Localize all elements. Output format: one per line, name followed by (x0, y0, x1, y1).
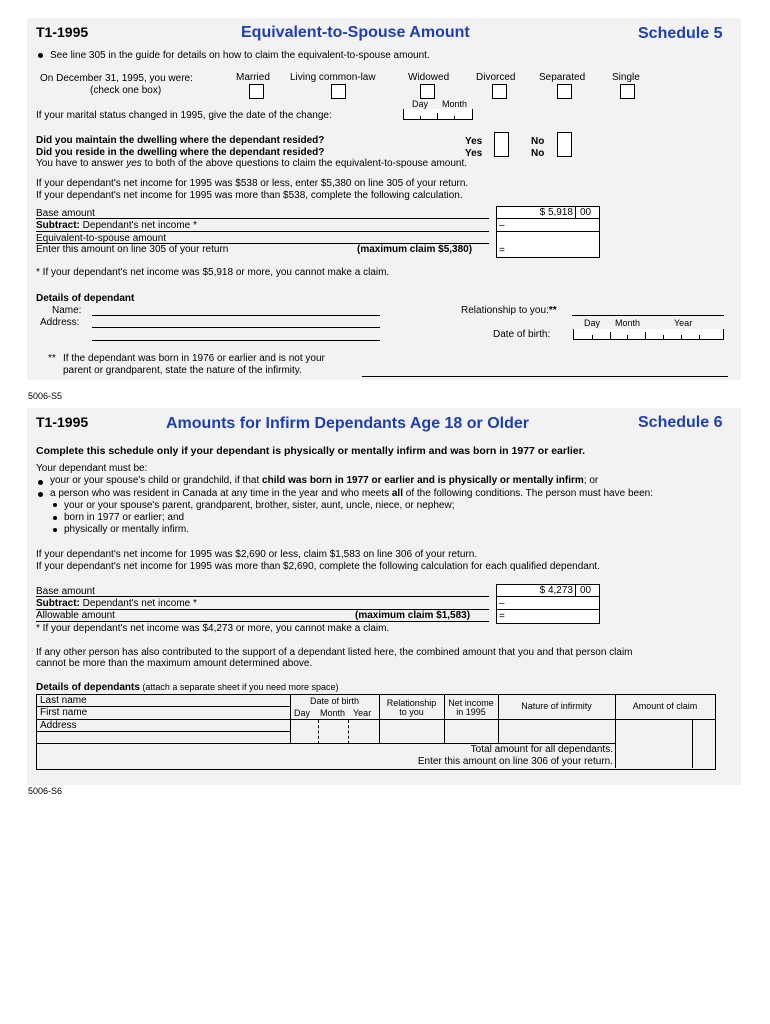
col-amount-of-claim: Amount of claim (632, 701, 698, 711)
question-reside: Did you reside in the dwelling where the dependant resided? (36, 147, 325, 158)
s6-base-amount-dollars: $ 4,273 (539, 585, 573, 596)
address-field-2[interactable] (92, 340, 380, 341)
s6-equals-sign: = (499, 611, 505, 622)
date-tick (645, 332, 646, 340)
schedule-5-label: Schedule 5 (638, 25, 723, 42)
col-year: Year (353, 708, 372, 718)
answer-note: You have to answer yes to both of the above questions to claim the equivalent-to-spouse amount. (36, 158, 468, 169)
max-claim-label: (maximum claim $5,380) (357, 244, 473, 255)
change-day-label: Day (412, 99, 429, 109)
calc-underline (36, 218, 489, 219)
date-tick (610, 332, 611, 340)
calc-underline (36, 609, 489, 610)
name-label: Name: (52, 305, 82, 316)
infirmity-mark: ** (48, 353, 56, 364)
base-amount-dollars: $ 5,918 (539, 207, 573, 218)
dob-year-label: Year (674, 318, 693, 328)
infirmity-note-1: If the dependant was born in 1976 or earlier and is not your (63, 353, 325, 364)
status-label-married: Married (236, 72, 270, 83)
form-code-s5: 5006-S5 (28, 391, 63, 401)
schedule-5-title: Equivalent-to-Spouse Amount (241, 24, 470, 41)
on-december-label: On December 31, 1995, you were: (40, 73, 193, 84)
status-checkbox-separated[interactable] (557, 84, 572, 99)
col-first-name: First name (40, 707, 88, 718)
form-code-s6: 5006-S6 (28, 786, 63, 796)
bullet-icon (38, 480, 43, 485)
condition-resident: a person who was resident in Canada at any time in the year and who meets all of the following conditions. The person must have been: (50, 488, 653, 499)
cents-divider (575, 206, 576, 219)
check-one-label: (check one box) (90, 85, 162, 96)
bullet-icon (38, 492, 43, 497)
date-tick (663, 335, 664, 340)
status-label-common-law: Living common-law (290, 72, 376, 83)
schedule-6-title: Amounts for Infirm Dependants Age 18 or Older (166, 415, 530, 432)
dependants-details-heading: Details of dependants (attach a separate sheet if you need more space) (36, 682, 339, 693)
date-tick (699, 335, 700, 340)
status-checkbox-single[interactable] (620, 84, 635, 99)
s6-base-amount-label: Base amount (36, 586, 95, 597)
status-changed-label: If your marital status changed in 1995, give the date of the change: (36, 110, 332, 121)
allowable-amount-label: Allowable amount (36, 610, 115, 621)
date-tick (454, 116, 455, 120)
income-rule-1: If your dependant's net income for 1995 was $538 or less, enter $5,380 on line 305 of your return. (36, 178, 469, 189)
date-tick (420, 116, 421, 120)
dob-label: Date of birth: (493, 329, 551, 340)
col-relationship: Relationship (386, 698, 437, 708)
subcondition-born: born in 1977 or earlier; and (64, 512, 185, 523)
col-date-of-birth: Date of birth (309, 696, 360, 706)
no-label-1: No (531, 136, 545, 147)
condition-child: your or your spouse's child or grandchild, if that child was born in 1977 or earlier and is physically or mentally infirm; or (50, 475, 599, 486)
s6-income-footnote: * If your dependant's net income was $4,273 or more, you cannot make a claim. (36, 623, 390, 634)
date-tick (681, 335, 682, 340)
must-be-label: Your dependant must be: (36, 463, 148, 474)
form-id: T1-1995 (36, 24, 89, 40)
enter-line-305-label: Enter this amount on line 305 of your return (36, 244, 229, 255)
calc-underline (36, 596, 489, 597)
col-relationship-2: to you (399, 707, 424, 717)
income-rule-2: If your dependant's net income for 1995 was more than $538, complete the following calculation. (36, 190, 463, 201)
name-field[interactable] (92, 315, 380, 316)
relationship-field[interactable] (572, 315, 724, 316)
question-maintain: Did you maintain the dwelling where the dependant resided? (36, 135, 325, 146)
status-label-single: Single (612, 72, 640, 83)
calc-row-line (496, 609, 599, 610)
s6-subtract-label: Subtract: Dependant's net income * (36, 598, 197, 609)
s6-minus-sign: – (499, 598, 505, 609)
status-checkbox-married[interactable] (249, 84, 264, 99)
yes-label-1: Yes (465, 136, 483, 147)
date-tick (627, 335, 628, 340)
col-address: Address (40, 720, 77, 731)
dob-month-label: Month (615, 318, 641, 328)
complete-instruction: Complete this schedule only if your dependant is physically or mentally infirm and was born in 1977 or earlier. (36, 445, 586, 457)
change-date-field[interactable] (403, 109, 473, 120)
status-label-widowed: Widowed (408, 72, 450, 83)
yes-checkbox[interactable] (494, 132, 509, 157)
col-last-name: Last name (40, 695, 87, 706)
subcondition-infirm: physically or mentally infirm. (64, 524, 190, 535)
subtract-label: Subtract: Dependant's net income * (36, 220, 197, 231)
bullet-icon (53, 528, 57, 532)
col-net-income-2: in 1995 (456, 707, 486, 717)
dob-field[interactable] (573, 329, 724, 340)
s6-income-rule-2: If your dependant's net income for 1995 was more than $2,690, complete the following calculation for each qualified dependant. (36, 561, 600, 572)
form-id-s6: T1-1995 (36, 414, 89, 430)
bullet-icon (38, 53, 43, 58)
bullet-icon (53, 516, 57, 520)
calc-underline (36, 243, 489, 244)
status-checkbox-divorced[interactable] (492, 84, 507, 99)
calc-underline (36, 231, 489, 232)
date-tick (437, 113, 438, 120)
guide-note: See line 305 in the guide for details on how to claim the equivalent-to-spouse amount. (50, 50, 430, 61)
income-footnote: * If your dependant's net income was $5,918 or more, you cannot make a claim. (36, 267, 390, 278)
calc-underline (36, 621, 489, 622)
enter-line-306-label: Enter this amount on line 306 of your return. (417, 756, 613, 767)
date-tick (318, 720, 319, 744)
infirmity-field[interactable] (362, 376, 728, 377)
schedule-6-label: Schedule 6 (638, 414, 723, 431)
calc-row-line (496, 596, 599, 597)
other-contributor-note-1: If any other person has also contributed to the support of a dependant listed here, the combined amount that you and that person claim (36, 647, 633, 658)
s6-max-claim-label: (maximum claim $1,583) (355, 610, 471, 621)
calc-row-line (496, 231, 599, 232)
relationship-label: Relationship to you:** (461, 305, 557, 316)
status-label-divorced: Divorced (476, 72, 516, 83)
col-day: Day (294, 708, 311, 718)
minus-sign: – (499, 220, 505, 231)
subcondition-relative: your or your spouse's parent, grandparent, brother, sister, aunt, uncle, niece, or nephew; (64, 500, 455, 511)
s6-income-rule-1: If your dependant's net income for 1995 was $2,690 or less, claim $1,583 on line 306 of your return. (36, 549, 478, 560)
cents-divider (575, 584, 576, 597)
other-contributor-note-2: cannot be more than the maximum amount determined above. (36, 658, 313, 669)
yes-label-2: Yes (465, 148, 483, 159)
address-label: Address: (40, 317, 80, 328)
dob-day-label: Day (584, 318, 601, 328)
col-month: Month (320, 708, 346, 718)
table-row-line (36, 731, 290, 732)
base-amount-cents: 00 (580, 207, 592, 218)
status-checkbox-widowed[interactable] (420, 84, 435, 99)
equals-sign: = (499, 245, 505, 256)
calc-row-line (496, 218, 599, 219)
equiv-amount-label: Equivalent-to-spouse amount (36, 233, 167, 244)
address-field-1[interactable] (92, 327, 380, 328)
date-tick (592, 335, 593, 340)
col-nature-of-infirmity: Nature of infirmity (521, 701, 592, 711)
details-heading: Details of dependant (36, 293, 135, 304)
total-amount-label: Total amount for all dependants. (470, 744, 613, 755)
base-amount-label: Base amount (36, 208, 95, 219)
table-row-line (36, 719, 715, 720)
table-col-line (692, 719, 693, 768)
s6-base-amount-cents: 00 (580, 585, 592, 596)
change-month-label: Month (442, 99, 468, 109)
bullet-icon (53, 503, 57, 507)
no-checkbox[interactable] (557, 132, 572, 157)
status-label-separated: Separated (539, 72, 586, 83)
no-label-2: No (531, 148, 545, 159)
infirmity-note-2: parent or grandparent, state the nature of the infirmity. (63, 365, 302, 376)
date-tick (348, 720, 349, 744)
status-checkbox-common-law[interactable] (331, 84, 346, 99)
col-net-income: Net income (448, 698, 494, 708)
